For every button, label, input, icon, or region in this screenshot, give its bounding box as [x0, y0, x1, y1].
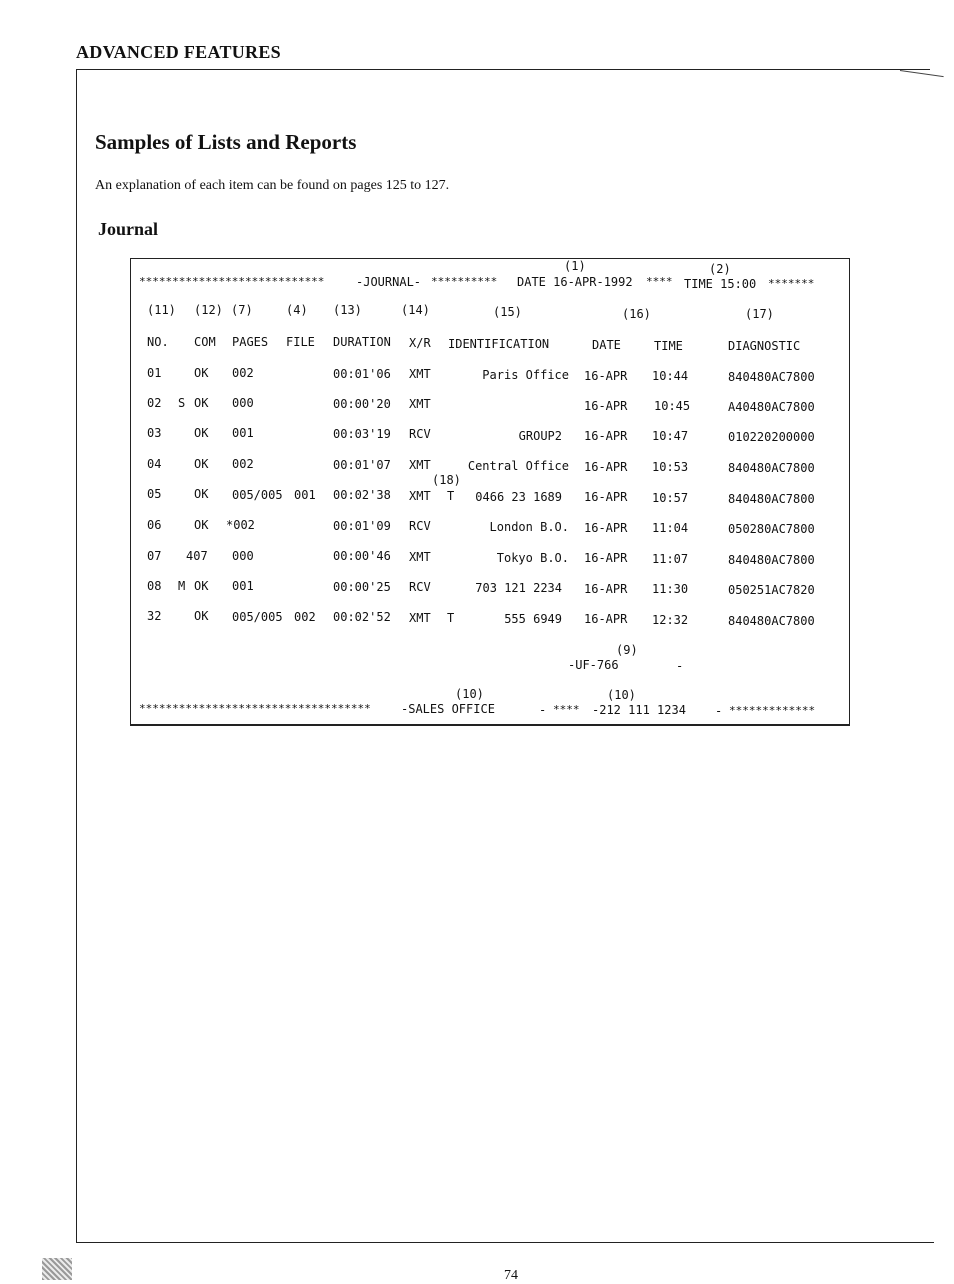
bottom-rule [76, 1242, 934, 1243]
header-stars-mid: ********** [431, 275, 498, 288]
callout-9: (9) [616, 643, 638, 657]
cell-diagnostic: 010220200000 [728, 430, 815, 444]
cell-no: 07 [147, 549, 162, 563]
cell-file: 002 [294, 610, 316, 624]
cell-no: 02 [147, 396, 162, 410]
col-xr: X/R [409, 336, 431, 350]
footer-dash-2: - [715, 704, 723, 718]
cell-diagnostic: 050280AC7800 [728, 522, 815, 536]
cell-pages: 001 [232, 426, 254, 440]
cell-pages: 000 [232, 549, 254, 563]
footer-stars-mid: **** [553, 703, 580, 716]
cell-file: 001 [294, 488, 316, 502]
cell-pages: 000 [232, 396, 254, 410]
cell-duration: 00:00'20 [333, 397, 391, 411]
cell-duration: 00:01'09 [333, 519, 391, 533]
cell-date: 16-APR [584, 521, 628, 535]
page-number: 74 [504, 1268, 518, 1283]
footer-name: -SALES OFFICE [401, 702, 495, 716]
cell-xr: XMT [409, 458, 431, 472]
cell-pages: 002 [232, 366, 254, 380]
cell-time: 10:44 [652, 369, 689, 383]
cell-no: 08 [147, 579, 162, 593]
cell-diagnostic: 840480AC7800 [728, 370, 815, 384]
cell-identification: 703 121 2234 [475, 581, 562, 595]
cell-date: 16-APR [584, 460, 628, 474]
page-title: Samples of Lists and Reports [95, 130, 357, 154]
cell-time: 12:32 [652, 613, 689, 627]
header-stars-date: **** [646, 275, 673, 288]
cell-time: 11:04 [652, 521, 689, 535]
cell-com: OK [194, 579, 209, 593]
header-stars-left: **************************** [139, 275, 325, 288]
cell-xr: XMT [409, 611, 431, 625]
cell-time: 10:47 [652, 429, 689, 443]
cell-xr: XMT [409, 397, 431, 411]
col-diagnostic: DIAGNOSTIC [728, 339, 801, 353]
left-rule [76, 69, 77, 1243]
scan-artifact [42, 1258, 72, 1280]
col-no: NO. [147, 335, 169, 349]
footer-model-dash: - [676, 659, 684, 673]
cell-flag: T [447, 489, 455, 503]
cell-diagnostic: A40480AC7800 [728, 400, 815, 414]
callout-18: (18) [432, 473, 461, 487]
cell-duration: 00:03'19 [333, 427, 391, 441]
col-date: DATE [592, 338, 621, 352]
col-duration: DURATION [333, 335, 391, 349]
cell-xr: XMT [409, 550, 431, 564]
cell-date: 16-APR [584, 612, 628, 626]
cell-com: OK [194, 457, 209, 471]
cell-date: 16-APR [584, 582, 628, 596]
callout-7: (7) [231, 303, 253, 317]
footer-dash-1: - [539, 703, 547, 717]
journal-heading: Journal [98, 219, 159, 239]
footer-model: -UF-766 [568, 658, 619, 672]
cell-pages: 002 [232, 457, 254, 471]
cell-no: 32 [147, 609, 162, 623]
callout-15: (15) [493, 305, 522, 319]
cell-identification: Tokyo B.O. [496, 551, 569, 565]
col-file: FILE [286, 335, 315, 349]
cell-xr: RCV [409, 519, 431, 533]
cell-diagnostic: 840480AC7800 [728, 492, 815, 506]
cell-time: 11:07 [652, 552, 689, 566]
cell-no: 05 [147, 487, 162, 501]
col-identification: IDENTIFICATION [448, 337, 550, 351]
callout-1: (1) [564, 259, 586, 273]
cell-xr: XMT [409, 367, 431, 381]
cell-xr: XMT [409, 489, 431, 503]
header-title: -JOURNAL- [356, 275, 422, 289]
cell-date: 16-APR [584, 369, 628, 383]
footer-number: -212 111 1234 [592, 703, 686, 717]
col-com: COM [194, 335, 216, 349]
callout-13: (13) [333, 303, 362, 317]
cell-diagnostic: 840480AC7800 [728, 553, 815, 567]
callout-12: (12) [194, 303, 223, 317]
callout-10-name: (10) [455, 687, 484, 701]
cell-no: 06 [147, 518, 162, 532]
top-rule-tail [900, 70, 944, 77]
footer-stars-right: ************* [729, 704, 816, 717]
cell-diagnostic: 840480AC7800 [728, 614, 815, 628]
cell-date: 16-APR [584, 429, 628, 443]
cell-mode: S [178, 396, 186, 410]
cell-time: 11:30 [652, 582, 689, 596]
cell-com: OK [194, 518, 209, 532]
intro-text: An explanation of each item can be found on pages 125 to 127. [95, 178, 450, 193]
cell-no: 04 [147, 457, 162, 471]
col-pages: PAGES [232, 335, 269, 349]
cell-diagnostic: 050251AC7820 [728, 583, 815, 597]
cell-time: 10:45 [654, 399, 691, 413]
cell-identification: Central Office [467, 459, 569, 473]
cell-com: OK [194, 609, 209, 623]
cell-com: OK [194, 366, 209, 380]
footer-stars-left: *********************************** [139, 702, 371, 715]
section-title: ADVANCED FEATURES [76, 42, 281, 62]
cell-pages: 001 [232, 579, 254, 593]
cell-com: 407 [186, 549, 208, 563]
callout-16: (16) [622, 307, 651, 321]
cell-pages: *002 [226, 518, 255, 532]
cell-date: 16-APR [584, 551, 628, 565]
header-date: DATE 16-APR-1992 [517, 275, 633, 289]
cell-flag: T [447, 611, 455, 625]
cell-com: OK [194, 426, 209, 440]
cell-no: 01 [147, 366, 162, 380]
cell-time: 10:57 [652, 491, 689, 505]
callout-11: (11) [147, 303, 176, 317]
cell-duration: 00:00'46 [333, 549, 391, 563]
header-stars-right: ******* [768, 277, 815, 290]
cell-com: OK [194, 487, 209, 501]
cell-diagnostic: 840480AC7800 [728, 461, 815, 475]
cell-duration: 00:00'25 [333, 580, 391, 594]
cell-time: 10:53 [652, 460, 689, 474]
callout-14: (14) [401, 303, 430, 317]
cell-duration: 00:01'07 [333, 458, 391, 472]
top-rule [76, 69, 930, 70]
cell-com: OK [194, 396, 209, 410]
cell-no: 03 [147, 426, 162, 440]
cell-date: 16-APR [584, 490, 628, 504]
cell-identification: London B.O. [489, 520, 569, 534]
cell-xr: RCV [409, 427, 431, 441]
cell-duration: 00:02'38 [333, 488, 391, 502]
callout-10-number: (10) [607, 688, 636, 702]
journal-report [130, 258, 850, 726]
cell-duration: 00:02'52 [333, 610, 391, 624]
callout-2: (2) [709, 262, 731, 276]
cell-identification: GROUP2 [518, 429, 562, 443]
cell-identification: 555 6949 [504, 612, 562, 626]
cell-pages: 005/005 [232, 610, 283, 624]
cell-xr: RCV [409, 580, 431, 594]
header-time: TIME 15:00 [684, 277, 757, 291]
cell-date: 16-APR [584, 399, 628, 413]
cell-pages: 005/005 [232, 488, 283, 502]
callout-17: (17) [745, 307, 774, 321]
cell-identification: Paris Office [482, 368, 569, 382]
cell-duration: 00:01'06 [333, 367, 391, 381]
cell-identification: 0466 23 1689 [475, 490, 562, 504]
callout-4: (4) [286, 303, 308, 317]
col-time: TIME [654, 339, 683, 353]
cell-mode: M [178, 579, 186, 593]
